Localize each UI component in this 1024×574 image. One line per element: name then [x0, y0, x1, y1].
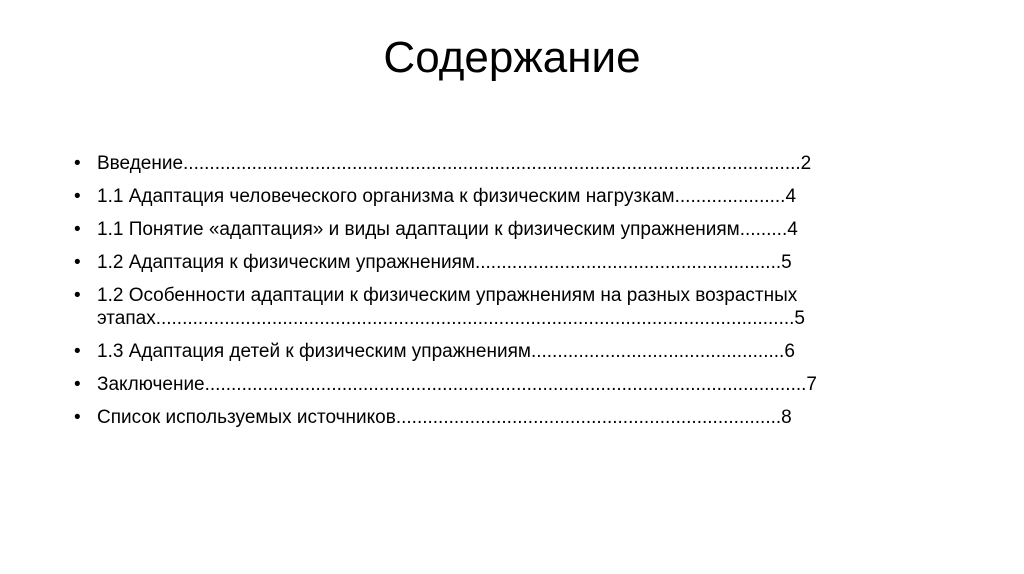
- toc-entry-text: Список используемых источников.........................................................................8: [97, 407, 792, 428]
- bullet-icon: •: [74, 186, 81, 207]
- toc-entry-text: Введение.....................................................................................................................2: [97, 153, 812, 174]
- bullet-icon: •: [74, 252, 81, 273]
- toc-item-1-1-adaptation-organism: [72, 185, 952, 208]
- toc-entry-text: 1.1 Адаптация человеческого организма к физическим нагрузкам.....................4: [97, 186, 797, 207]
- toc-item-1-2-adaptation-exercise: [72, 251, 952, 274]
- table-of-contents: [72, 152, 952, 439]
- bullet-icon: •: [74, 374, 81, 395]
- toc-entry-text: 1.2 Адаптация к физическим упражнениям..........................................................5: [97, 252, 792, 273]
- bullet-icon: •: [74, 407, 81, 428]
- bullet-icon: •: [74, 285, 81, 306]
- toc-item-1-3-children-adaptation: [72, 340, 952, 363]
- bullet-icon: •: [74, 341, 81, 362]
- toc-item-conclusion: [72, 373, 952, 396]
- toc-entry-text: Заключение..................................................................................................................7: [97, 374, 817, 395]
- toc-item-1-2-age-stages: [72, 284, 952, 330]
- toc-item-introduction: [72, 152, 952, 175]
- toc-entry-text: 1.2 Особенности адаптации к физическим упражнениям на разных возрастных этапах.........................................................................................................................5: [97, 285, 805, 329]
- bullet-icon: •: [74, 153, 81, 174]
- page-title: Содержание: [383, 33, 641, 82]
- toc-item-1-1-concept-adaptation: [72, 218, 952, 241]
- bullet-icon: •: [74, 219, 81, 240]
- toc-item-references: [72, 406, 952, 429]
- toc-entry-text: 1.3 Адаптация детей к физическим упражнениям................................................6: [97, 341, 795, 362]
- toc-entry-text: 1.1 Понятие «адаптация» и виды адаптации к физическим упражнениям.........4: [97, 219, 798, 240]
